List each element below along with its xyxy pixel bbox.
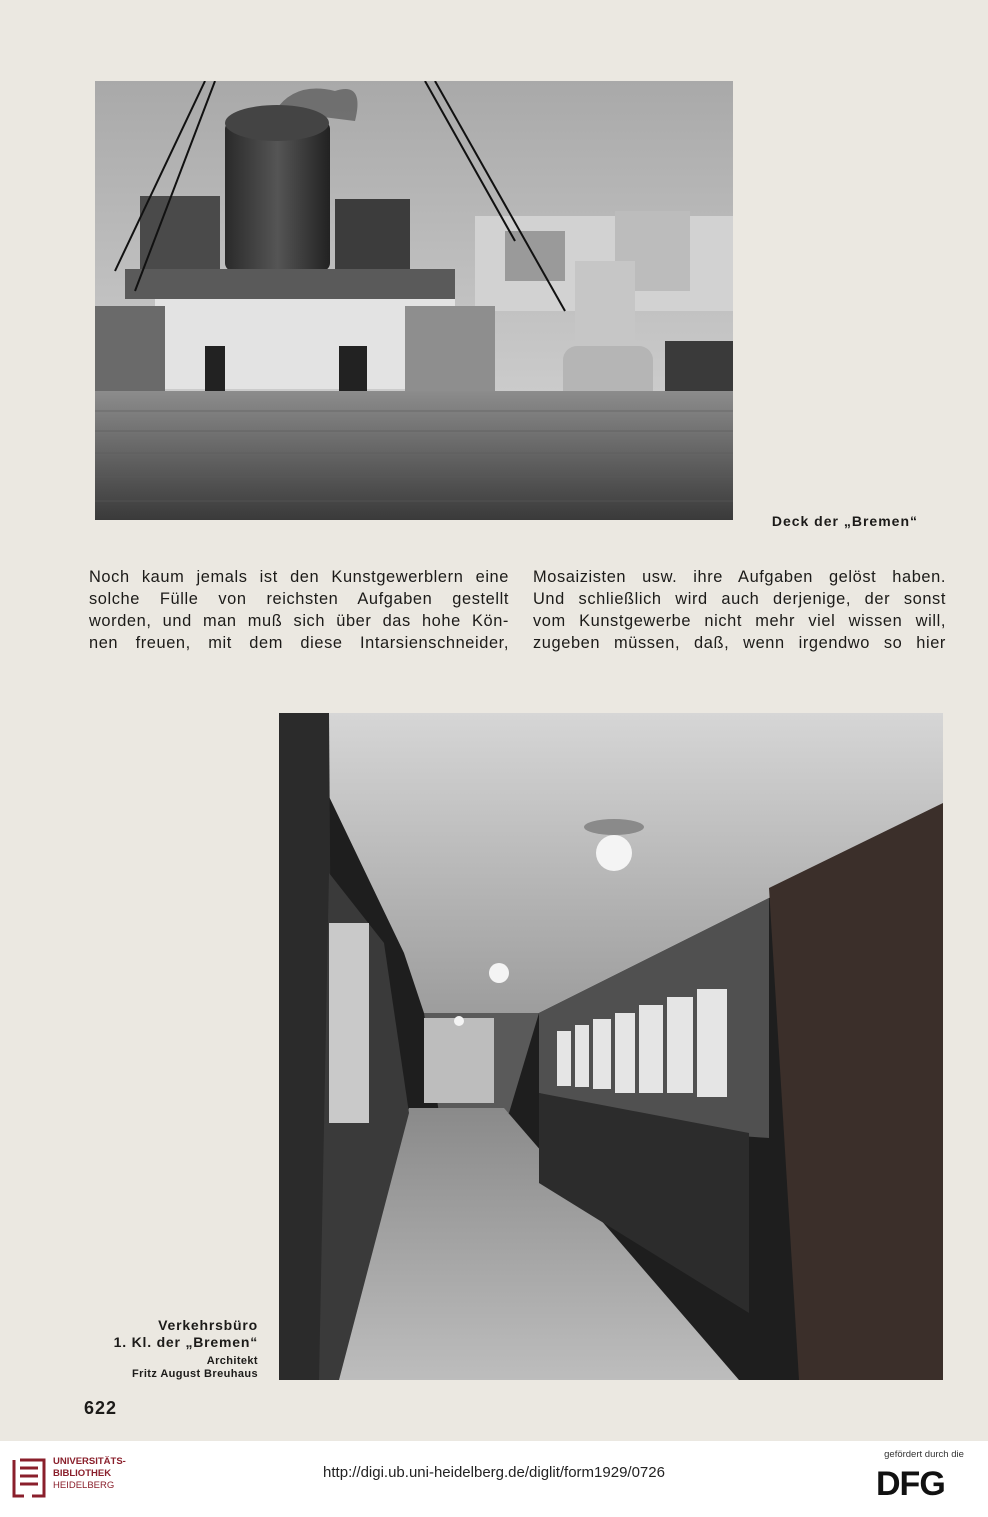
library-name-line: HEIDELBERG xyxy=(53,1480,115,1491)
office-caption-line: Verkehrsbüro xyxy=(158,1317,258,1333)
office-photo xyxy=(279,713,943,1380)
text-line: nen freuen, mit dem diese Intarsienschneider, xyxy=(89,634,509,652)
deck-caption: Deck der „Bremen“ xyxy=(771,513,918,529)
office-caption-line: Architekt xyxy=(206,1355,258,1367)
footer xyxy=(0,1441,988,1517)
text-line: worden, und man muß sich über das hohe Kön- xyxy=(89,612,509,630)
text-column-right xyxy=(533,566,946,654)
text-line: zugeben müssen, daß, wenn irgendwo so hier xyxy=(533,634,946,652)
text-line: Noch kaum jemals ist den Kunstgewerblern eine xyxy=(89,568,509,586)
text-column-left xyxy=(89,566,509,654)
office-photo-image xyxy=(279,713,943,1380)
digital-library-url-link[interactable]: http://digi.ub.uni-heidelberg.de/diglit/form1929/0726 xyxy=(323,1464,665,1481)
deck-photo-image xyxy=(95,81,733,520)
page-number: 622 xyxy=(84,1398,118,1418)
library-name-line: UNIVERSITÄTS- xyxy=(53,1456,126,1467)
funded-by-label: gefördert durch die xyxy=(884,1449,964,1460)
office-caption-line: Fritz August Breuhaus xyxy=(132,1368,258,1380)
text-line: solche Fülle von reichsten Aufgaben gestellt xyxy=(89,590,509,608)
dfg-logo: DFG xyxy=(876,1465,945,1503)
text-line: vom Kunstgewerbe nicht mehr viel wissen will, xyxy=(533,612,946,630)
deck-photo xyxy=(95,81,733,520)
library-name-line: BIBLIOTHEK xyxy=(53,1468,112,1479)
text-line: Mosaizisten usw. ihre Aufgaben gelöst haben. xyxy=(533,568,946,586)
office-caption-line: 1. Kl. der „Bremen“ xyxy=(113,1334,258,1350)
text-line: Und schließlich wird auch derjenige, der sonst xyxy=(533,590,946,608)
